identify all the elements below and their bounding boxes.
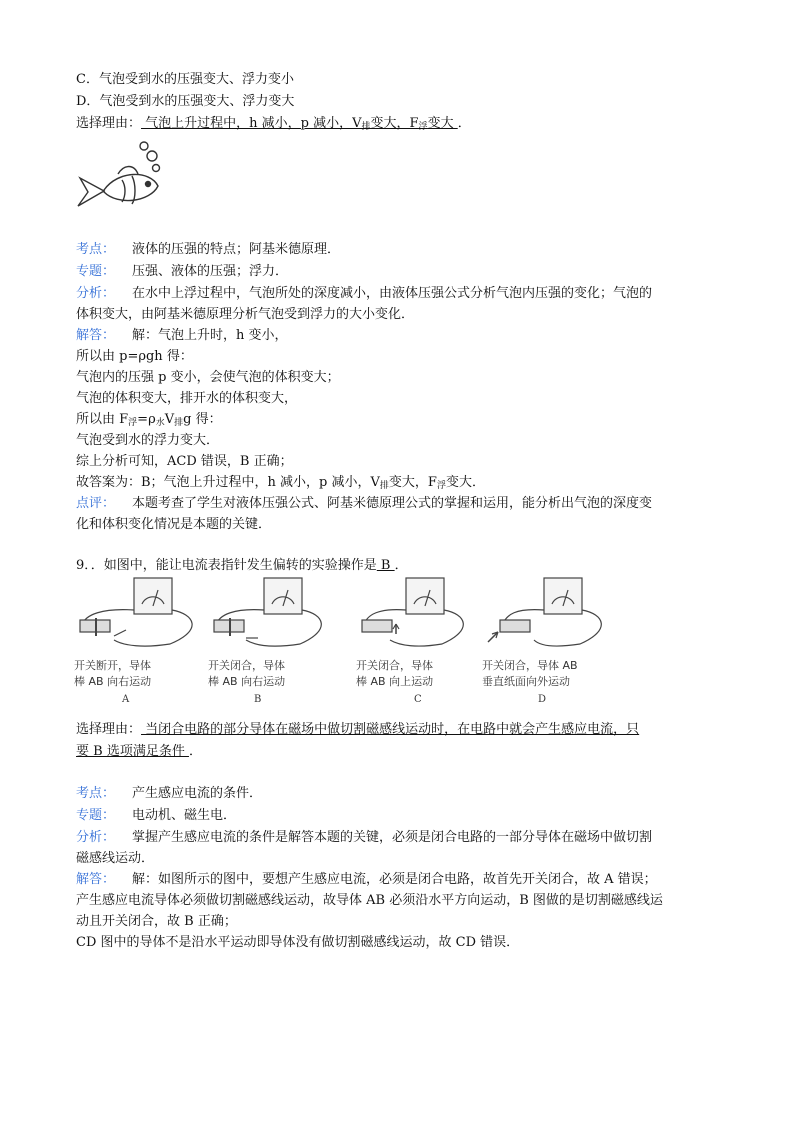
fenxi-tag: 分析： [76, 830, 116, 845]
apparatus-b-diagram [208, 574, 348, 654]
q9-jieda: 解答： 解：如图所示的图中，要想产生感应电流，必须是闭合电路，故首先开关闭合，故 A 错误； [76, 870, 710, 890]
figure-c-caption: 开关闭合，导体 棒 AB 向上运动 [356, 659, 434, 688]
figure-d [482, 574, 632, 708]
q8-jieda-2: 所以由 p=ρgh 得： [76, 349, 193, 364]
q8-fenxi: 分析： 在水中上浮过程中，气泡所处的深度减小，由液体压强公式分析气泡内压强的变化；气泡的 [76, 284, 710, 304]
figure-b [208, 574, 358, 708]
jieda-tag: 解答： [76, 328, 116, 343]
q9-jieda-3: 动且开关闭合，故 B 正确； [76, 914, 237, 929]
jieda-tag: 解答： [76, 872, 116, 887]
apparatus-c-diagram [356, 574, 496, 654]
figure-a [74, 574, 224, 708]
dianping-tag: 点评： [76, 496, 116, 511]
q8-dianping-2: 化和体积变化情况是本题的关键． [76, 517, 272, 532]
q8-jieda-5: 所以由 $F_浮=\rho_水V_排g$ 得： [76, 412, 222, 428]
q9-zhuanti: 专题： 电动机、磁生电． [76, 806, 710, 826]
fish-bubbles-figure [74, 136, 170, 220]
figure-b-letter: B [254, 694, 262, 705]
q8-jieda-6: 气泡受到水的浮力变大． [76, 433, 220, 448]
figure-d-caption: 开关闭合，导体 AB 垂直纸面向外运动 [482, 659, 578, 688]
option-d: D．气泡受到水的压强变大、浮力变大 [76, 94, 295, 109]
q9-jieda-4: CD 图中的导体不是沿水平运动即导体没有做切割磁感线运动，故 CD 错误． [76, 935, 520, 950]
q8-fenxi-2: 体积变大，由阿基米德原理分析气泡受到浮力的大小变化． [76, 307, 415, 322]
zhuanti-tag: 专题： [76, 264, 116, 279]
figure-c-letter: C [414, 694, 422, 705]
q8-jieda-4: 气泡的体积变大，排开水的体积变大， [76, 391, 298, 406]
figure-d-letter: D [538, 694, 547, 705]
q9-question: 9．．如图中，能让电流表指针发生偏转的实验操作是 B ． [76, 558, 408, 573]
q8-dianping: 点评： 本题考查了学生对液体压强公式、阿基米德原理公式的掌握和运用，能分析出气泡的深度变 [76, 494, 710, 514]
q9-fenxi: 分析： 掌握产生感应电流的条件是解答本题的关键，必须是闭合电路的一部分导体在磁场中做切割 [76, 828, 710, 848]
q8-jieda-3: 气泡内的压强 p 变小，会使气泡的体积变大； [76, 370, 340, 385]
q8-jieda-7: 综上分析可知，ACD 错误，B 正确； [76, 454, 293, 469]
figure-b-caption: 开关闭合，导体 棒 AB 向右运动 [208, 659, 286, 688]
q9-answer: B [376, 558, 395, 573]
figure-a-caption: 开关断开，导体 棒 AB 向右运动 [74, 659, 152, 688]
kaodian-tag: 考点： [76, 786, 116, 801]
kaodian-tag: 考点： [76, 242, 116, 257]
q8-jieda: 解答： 解：气泡上升时，h 变小， [76, 326, 710, 346]
q9-reason-2: 要 B 选项满足条件 ． [76, 744, 202, 759]
reason-label: 选择理由： [76, 116, 142, 131]
reason-answer: 气泡上升过程中，h 减小，p 减小，$V_排$变大，$F_浮$变大 [141, 116, 458, 132]
fenxi-tag: 分析： [76, 286, 116, 301]
q9-reason: 选择理由： 当闭合电路的部分导体在磁场中做切割磁感线运动时，在电路中就会产生感应电流，只 [76, 722, 640, 737]
q8-zhuanti: 专题： 压强、液体的压强；浮力． [76, 262, 710, 282]
apparatus-d-diagram [482, 574, 622, 654]
option-c: C．气泡受到水的压强变大、浮力变小 [76, 72, 294, 87]
q9-fenxi-2: 磁感线运动． [76, 851, 155, 866]
q9-kaodian: 考点： 产生感应电流的条件． [76, 784, 710, 804]
zhuanti-tag: 专题： [76, 808, 116, 823]
figure-a-letter: A [122, 694, 130, 705]
q8-answer-line: 故答案为：B；气泡上升过程中，h 减小，p 减小，$V_排$变大，$F_浮$变大． [76, 475, 485, 491]
apparatus-a-diagram [74, 574, 214, 654]
q9-jieda-2: 产生感应电流导体必须做切割磁感线运动，故导体 AB 必须沿水平方向运动，B 图做的是切割磁感线运 [76, 893, 663, 908]
reason-line: 选择理由： 气泡上升过程中，h 减小，p 减小，$V_排$变大，$F_浮$变大 ． [76, 116, 471, 132]
q8-kaodian: 考点： 液体的压强的特点；阿基米德原理． [76, 240, 710, 260]
